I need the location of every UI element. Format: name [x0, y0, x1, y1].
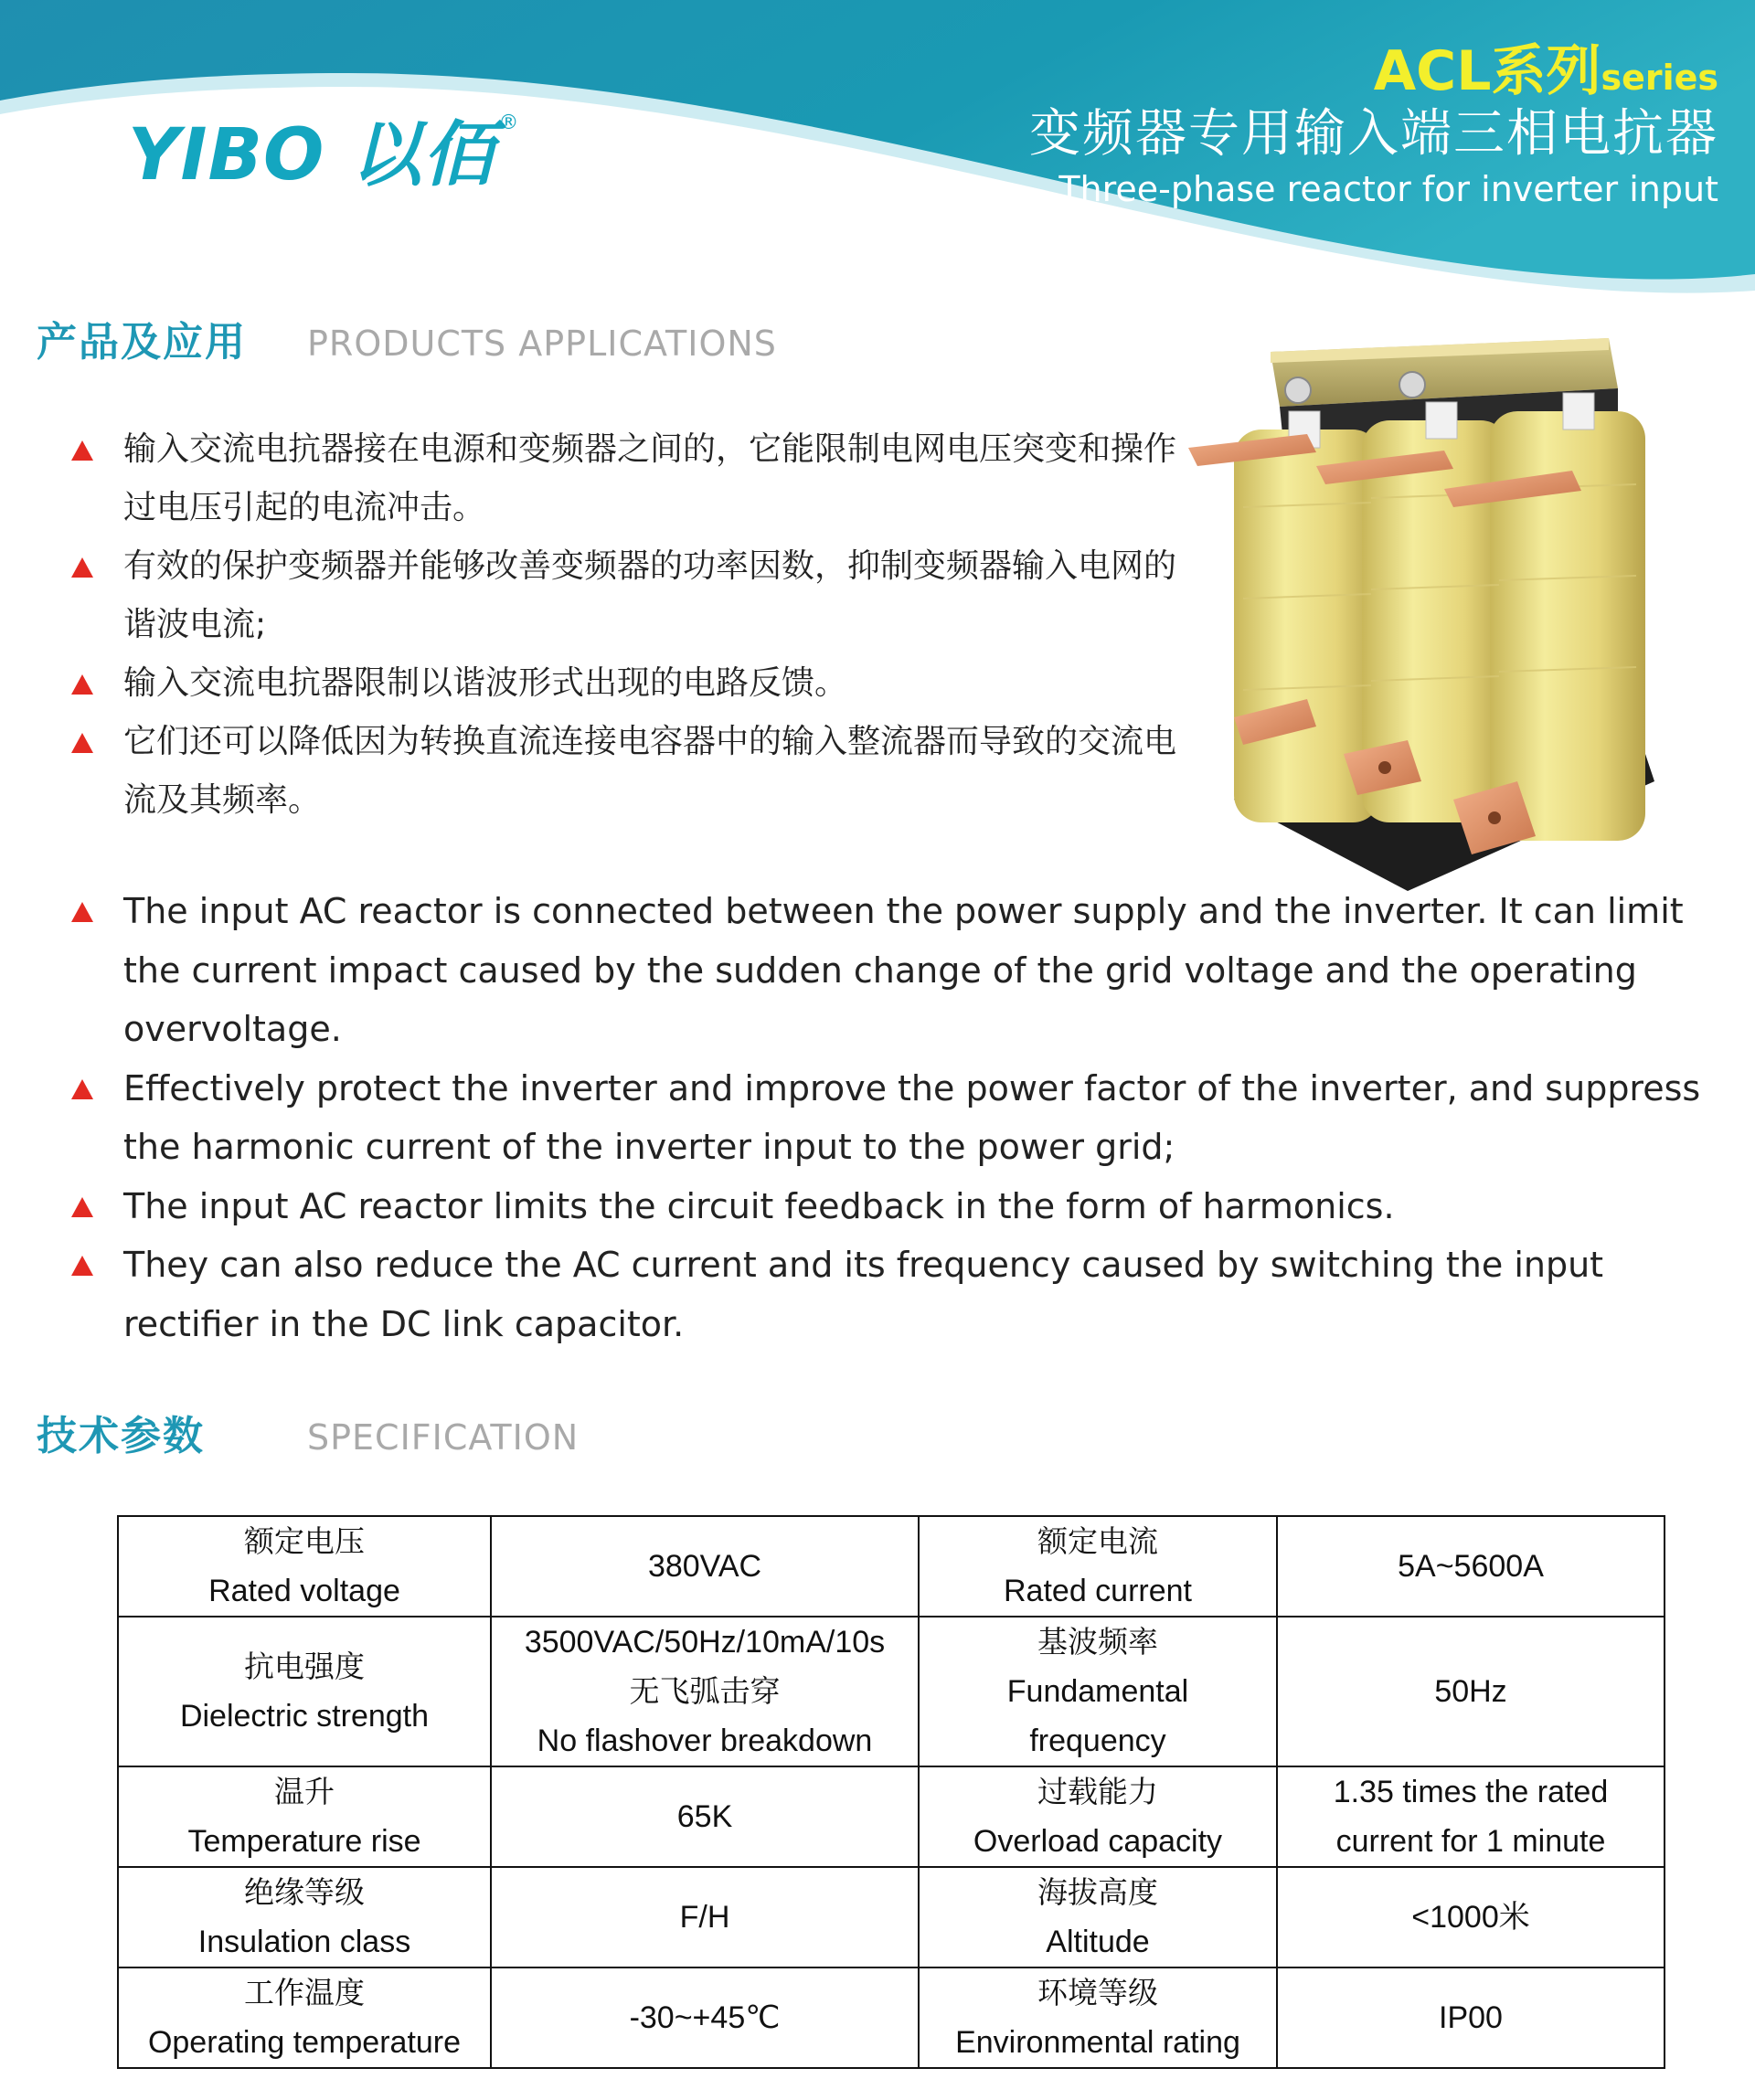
list-item: 输入交流电抗器限制以谐波形式出现的电路反馈。: [64, 654, 1179, 713]
table-row: [118, 1617, 1665, 1766]
list-item: 有效的保护变频器并能够改善变频器的功率因数，抑制变频器输入电网的谐波电流;: [64, 537, 1179, 654]
triangle-bullet-icon: [71, 674, 93, 695]
products-section-heading: [37, 309, 777, 367]
triangle-bullet-icon: [71, 440, 93, 461]
spec-value: 50Hz: [1277, 1617, 1665, 1766]
brand-logo: [128, 110, 518, 201]
list-item: They can also reduce the AC current and its frequency caused by switching the input rectifier in the DC link capacitor.: [64, 1236, 1728, 1353]
spec-label: 工作温度 Operating temperature: [118, 1967, 491, 2068]
spec-label: 温升 Temperature rise: [118, 1766, 491, 1867]
triangle-bullet-icon: [71, 733, 93, 753]
spec-value: <1000米: [1277, 1867, 1665, 1967]
page-title-cn: 变频器专用输入端三相电抗器: [1029, 104, 1718, 164]
bullet-list-cn: [64, 420, 1179, 830]
spec-value: 5A~5600A: [1277, 1516, 1665, 1617]
triangle-bullet-icon: [71, 1256, 93, 1276]
triangle-bullet-icon: [71, 902, 93, 922]
spec-value: 3500VAC/50Hz/10mA/10s 无飞弧击穿 No flashover breakdown: [491, 1617, 919, 1766]
spec-section-heading: [37, 1403, 579, 1461]
products-heading-en: PRODUCTS APPLICATIONS: [307, 323, 777, 364]
spec-label: 环境等级 Environmental rating: [919, 1967, 1277, 2068]
spec-label: 过载能力 Overload capacity: [919, 1766, 1277, 1867]
table-row: [118, 1867, 1665, 1967]
list-item: Effectively protect the inverter and improve the power factor of the inverter, and suppress the harmonic current of the inverter input to the power grid;: [64, 1059, 1728, 1177]
bullet-list-en: [64, 882, 1728, 1353]
spec-label: 抗电强度 Dielectric strength: [118, 1617, 491, 1766]
series-main: ACL系列: [1373, 39, 1601, 103]
three-phase-reactor-illustration: [1179, 324, 1673, 891]
spec-value: 380VAC: [491, 1516, 919, 1617]
spec-value: IP00: [1277, 1967, 1665, 2068]
spec-label: 基波频率 Fundamental frequency: [919, 1617, 1277, 1766]
list-item: 它们还可以降低因为转换直流连接电容器中的输入整流器而导致的交流电流及其频率。: [64, 713, 1179, 830]
triangle-bullet-icon: [71, 557, 93, 578]
spec-label: 额定电流 Rated current: [919, 1516, 1277, 1617]
list-item: 输入交流电抗器接在电源和变频器之间的，它能限制电网电压突变和操作过电压引起的电流冲击。: [64, 420, 1179, 537]
reactor-product-image: [1179, 324, 1673, 891]
spec-label: 额定电压 Rated voltage: [118, 1516, 491, 1617]
specification-table: [117, 1515, 1665, 2069]
table-row: [118, 1967, 1665, 2068]
table-row: [118, 1766, 1665, 1867]
spec-heading-cn: 技术参数: [37, 1413, 205, 1459]
triangle-bullet-icon: [71, 1079, 93, 1099]
spec-value: F/H: [491, 1867, 919, 1967]
spec-value: 65K: [491, 1766, 919, 1867]
spec-value: 1.35 times the rated current for 1 minute: [1277, 1766, 1665, 1867]
series-sub: series: [1601, 58, 1718, 98]
list-item: The input AC reactor is connected between the power supply and the inverter. It can limit the current impact caused by the sudden change of the grid voltage and the operating overvoltage.: [64, 882, 1728, 1059]
spec-heading-en: SPECIFICATION: [307, 1417, 580, 1458]
products-heading-cn: 产品及应用: [37, 319, 247, 366]
logo-wordmark: YIBO 以佰: [128, 114, 495, 196]
list-item: The input AC reactor limits the circuit feedback in the form of harmonics.: [64, 1177, 1728, 1236]
spec-label: 海拔高度 Altitude: [919, 1867, 1277, 1967]
registered-mark: ®: [498, 111, 519, 134]
table-row: [118, 1516, 1665, 1617]
triangle-bullet-icon: [71, 1197, 93, 1217]
spec-value: -30~+45℃: [491, 1967, 919, 2068]
page-title-en: Three-phase reactor for inverter input: [1058, 169, 1718, 209]
spec-label: 绝缘等级 Insulation class: [118, 1867, 491, 1967]
